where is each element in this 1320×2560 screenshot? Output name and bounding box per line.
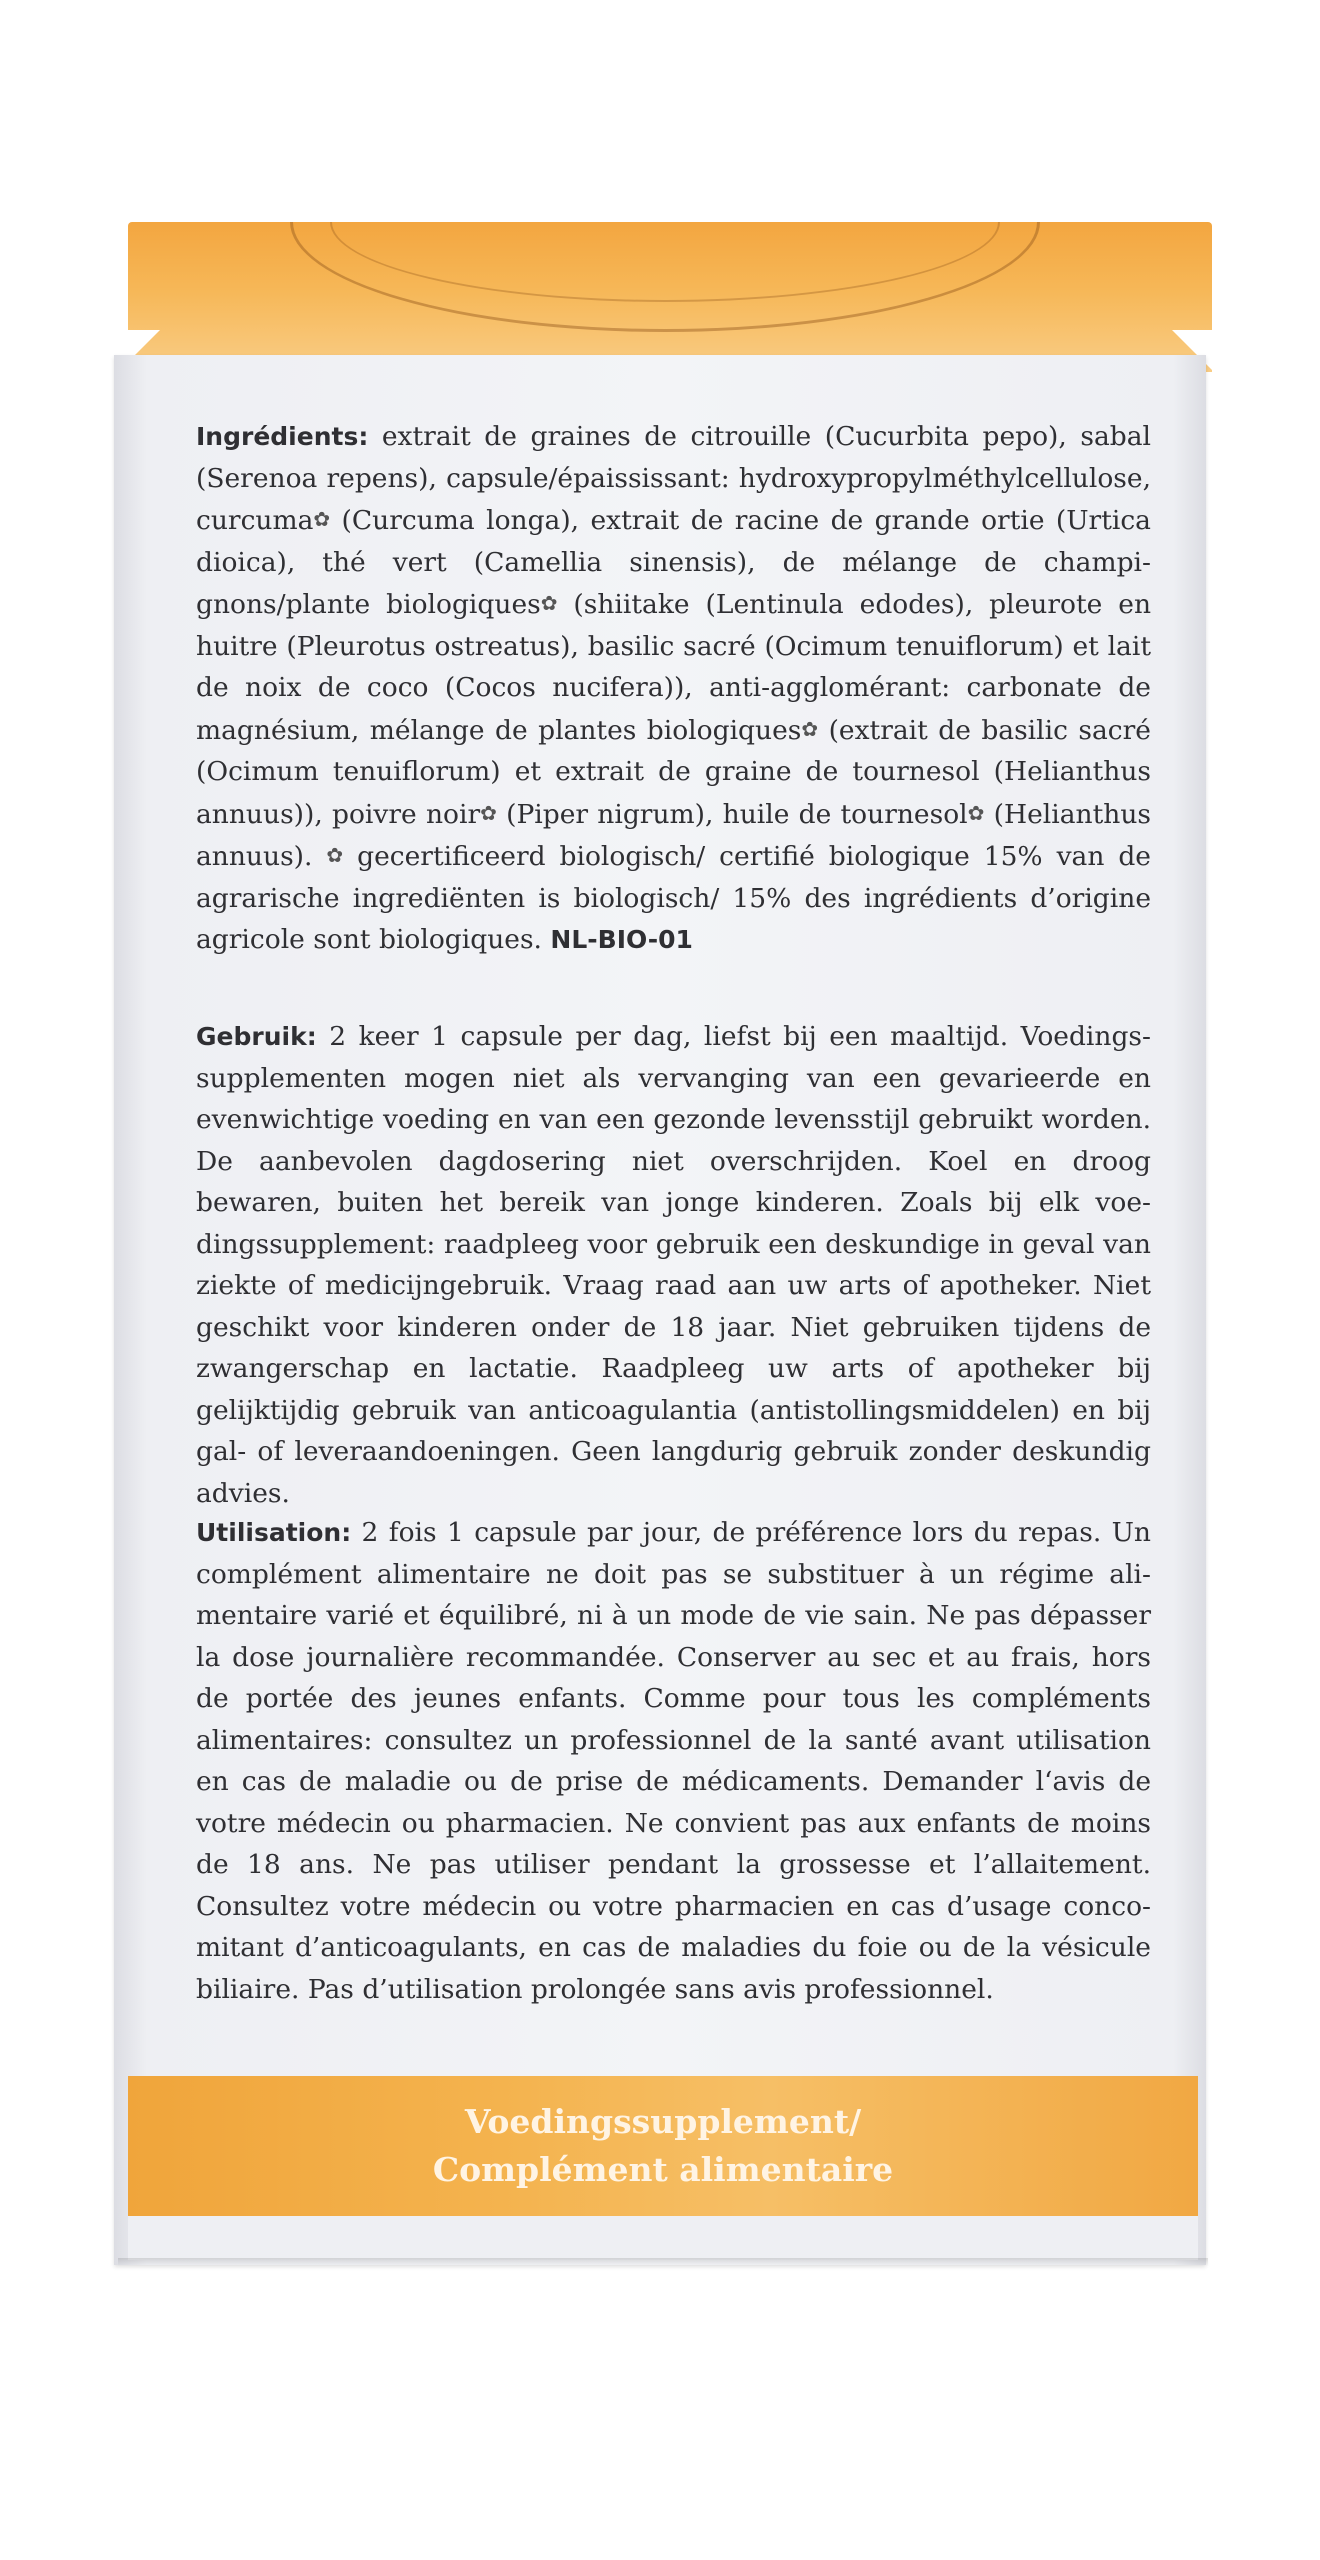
- utilisation-label: Utilisation:: [196, 1518, 352, 1547]
- utilisation-text: 2 fois 1 capsule par jour, de préférence lors du repas. Un complément alimentaire ne doit pas se substituer à un régime alimentaire varié et équilibré, ni à un mode de vie sain. Ne pas dépasser la dose journalière recommandée. Conserver au sec et au frais, hors de portée des jeunes enfants. Comme pour tous les compléments alimentaires: consultez un professionnel de la santé avant utilisation en cas de maladie ou de prise de médicaments. Demander l‘avis de votre médecin ou pharmacien. Ne convient pas aux enfants de moins de 18 ans. Ne pas utiliser pendant la grossesse et l’allaitement. Consultez votre médecin ou votre pharmacien en cas d’usage concomitant d’anticoagulants, en cas de maladies du foie ou de la vésicule biliaire. Pas d’utilisation prolongée sans avis professionnel.: [196, 1517, 1151, 2005]
- gebruik-text: 2 keer 1 capsule per dag, liefst bij een maaltijd. Voedingssupplementen mogen niet als vervanging van een gevarieerde en evenwichtige voeding en van een gezonde levensstijl gebruikt worden. De aanbevolen dagdosering niet overschrijden. Koel en droog bewaren, buiten het bereik van jonge kinderen. Zoals bij elk voedingssupplement: raadpleeg voor gebruik een deskundige in geval van ziekte of medicijngebruik. Vraag raad aan uw arts of apotheker. Niet geschikt voor kinderen onder de 18 jaar. Niet gebruiken tijdens de zwangerschap en lactatie. Raadpleeg uw arts of apotheker bij gelijktijdig gebruik van anticoagulantia (antistollingsmiddelen) en bij gal- of leveraandoeningen. Geen langdurig gebruik zonder deskundig advies.: [196, 1021, 1151, 1509]
- ingredients-label: Ingrédients:: [196, 422, 369, 451]
- gebruik-paragraph: [196, 1016, 1151, 1514]
- utilisation-paragraph: [196, 1512, 1151, 2010]
- band-line-french: Complément alimentaire: [432, 2150, 894, 2189]
- ingredients-text-6: (Helianthus annuus).: [196, 798, 1151, 872]
- box-bottom-edge: [128, 2216, 1198, 2260]
- band-line-dutch: Voedingssupplement/: [464, 2102, 862, 2141]
- gebruik-label: Gebruik:: [196, 1022, 317, 1051]
- organic-flower-icon: ✿: [313, 507, 331, 531]
- organic-flower-icon: ✿: [801, 716, 819, 741]
- organic-flower-icon: ✿: [326, 843, 344, 867]
- ingredients-text-2: (Curcuma longa), extrait de racine de grande ortie (Urtica dioica), thé vert (Camellia sinensis), de mélange de champignons/plante biologiques: [196, 505, 1151, 620]
- box-shadow: [118, 2258, 1208, 2266]
- ingredients-paragraph: [196, 416, 1151, 961]
- ingredients-text-7: gecertificeerd biologisch/ certifié biologique 15% van de agrarische ingrediënten is biologisch/ 15% des ingrédients d’origine agricole sont biologiques.: [196, 841, 1151, 955]
- organic-flower-icon: ✿: [967, 800, 985, 825]
- ingredients-text-1: extrait de graines de citrouille (Cucurbita pepo), sabal (Serenoa repens), capsule/épaississant: hydroxypropylméthylcellulose, curcuma: [196, 421, 1151, 536]
- ingredients-text-4: (extrait de basilic sacré (Ocimum tenuiflorum) et extrait de graine de tournesol (Helianthus annuus)), poivre noir: [196, 714, 1151, 830]
- ingredients-text-3: (shiitake (Lentinula edodes), pleurote en huitre (Pleurotus ostreatus), basilic sacré (Ocimum tenuiflorum) et lait de noix de coco (Cocos nucifera)), anti-agglomérant: carbonate de magnésium, mélange de plantes biologiques: [196, 589, 1152, 746]
- organic-flower-icon: ✿: [480, 800, 497, 825]
- ingredients-text-5: (Piper nigrum), huile de tournesol: [496, 798, 968, 830]
- organic-certification-code: NL-BIO-01: [550, 925, 693, 954]
- organic-flower-icon: ✿: [540, 591, 558, 615]
- product-type-band: [128, 2076, 1198, 2216]
